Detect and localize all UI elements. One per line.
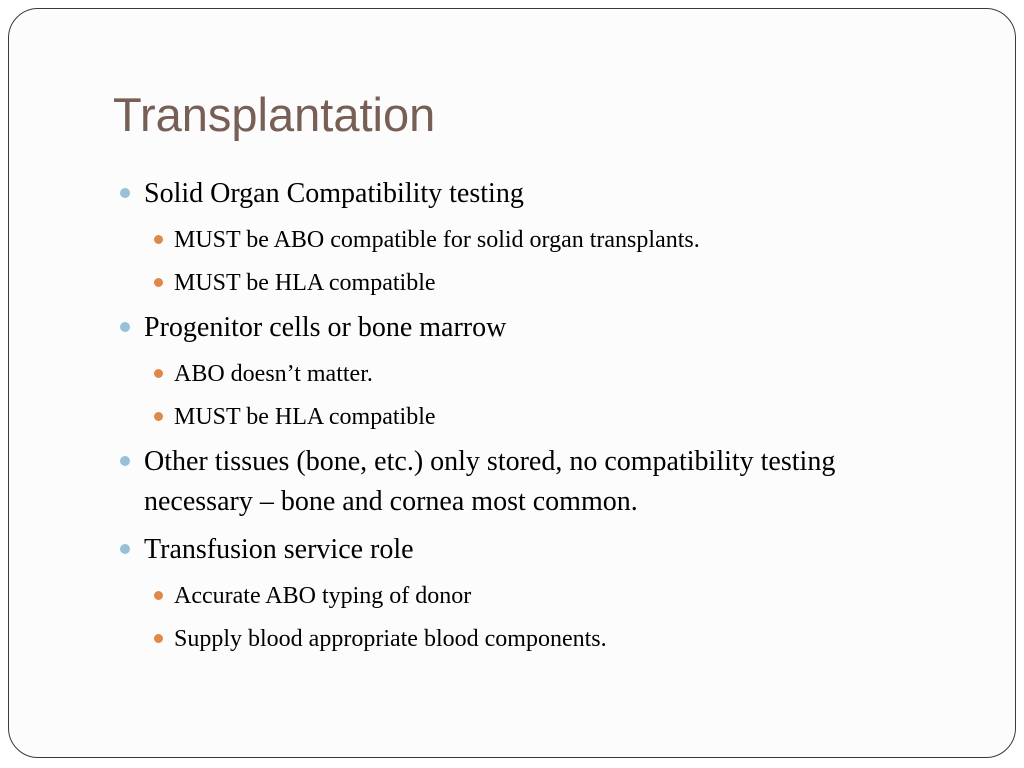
- bullet-list: [114, 174, 904, 656]
- bullet-text: Solid Organ Compatibility testing: [144, 178, 524, 209]
- bullet-text: Other tissues (bone, etc.) only stored, no compatibility testing necessary – bone and cornea most common.: [144, 446, 836, 517]
- sub-bullet-dot-icon: [154, 278, 163, 287]
- sub-bullet-item: [114, 579, 904, 613]
- sub-bullet-text: ABO doesn’t matter.: [174, 361, 373, 387]
- sub-bullet-dot-icon: [154, 235, 163, 244]
- sub-bullet-text: Accurate ABO typing of donor: [174, 583, 472, 609]
- bullet-item: [114, 308, 904, 348]
- sub-bullet-dot-icon: [154, 634, 163, 643]
- bullet-dot-icon: [120, 188, 130, 198]
- sub-bullet-dot-icon: [154, 591, 163, 600]
- sub-bullet-item: [114, 266, 904, 300]
- sub-bullet-text: MUST be HLA compatible: [174, 404, 436, 430]
- bullet-dot-icon: [120, 322, 130, 332]
- slide-title: Transplantation: [113, 88, 436, 141]
- bullet-dot-icon: [120, 544, 130, 554]
- sub-bullet-text: MUST be ABO compatible for solid organ transplants.: [174, 227, 700, 253]
- sub-bullet-item: [114, 400, 904, 434]
- slide-frame: [8, 8, 1016, 758]
- bullet-item: [114, 530, 904, 570]
- sub-bullet-item: [114, 223, 904, 257]
- sub-bullet-text: Supply blood appropriate blood components.: [174, 626, 607, 652]
- sub-bullet-dot-icon: [154, 412, 163, 421]
- bullet-item: [114, 442, 904, 522]
- bullet-text: Progenitor cells or bone marrow: [144, 312, 507, 343]
- sub-bullet-item: [114, 622, 904, 656]
- bullet-text: Transfusion service role: [144, 534, 414, 565]
- sub-bullet-text: MUST be HLA compatible: [174, 270, 436, 296]
- sub-bullet-dot-icon: [154, 369, 163, 378]
- sub-bullet-item: [114, 357, 904, 391]
- bullet-item: [114, 174, 904, 214]
- bullet-dot-icon: [120, 456, 130, 466]
